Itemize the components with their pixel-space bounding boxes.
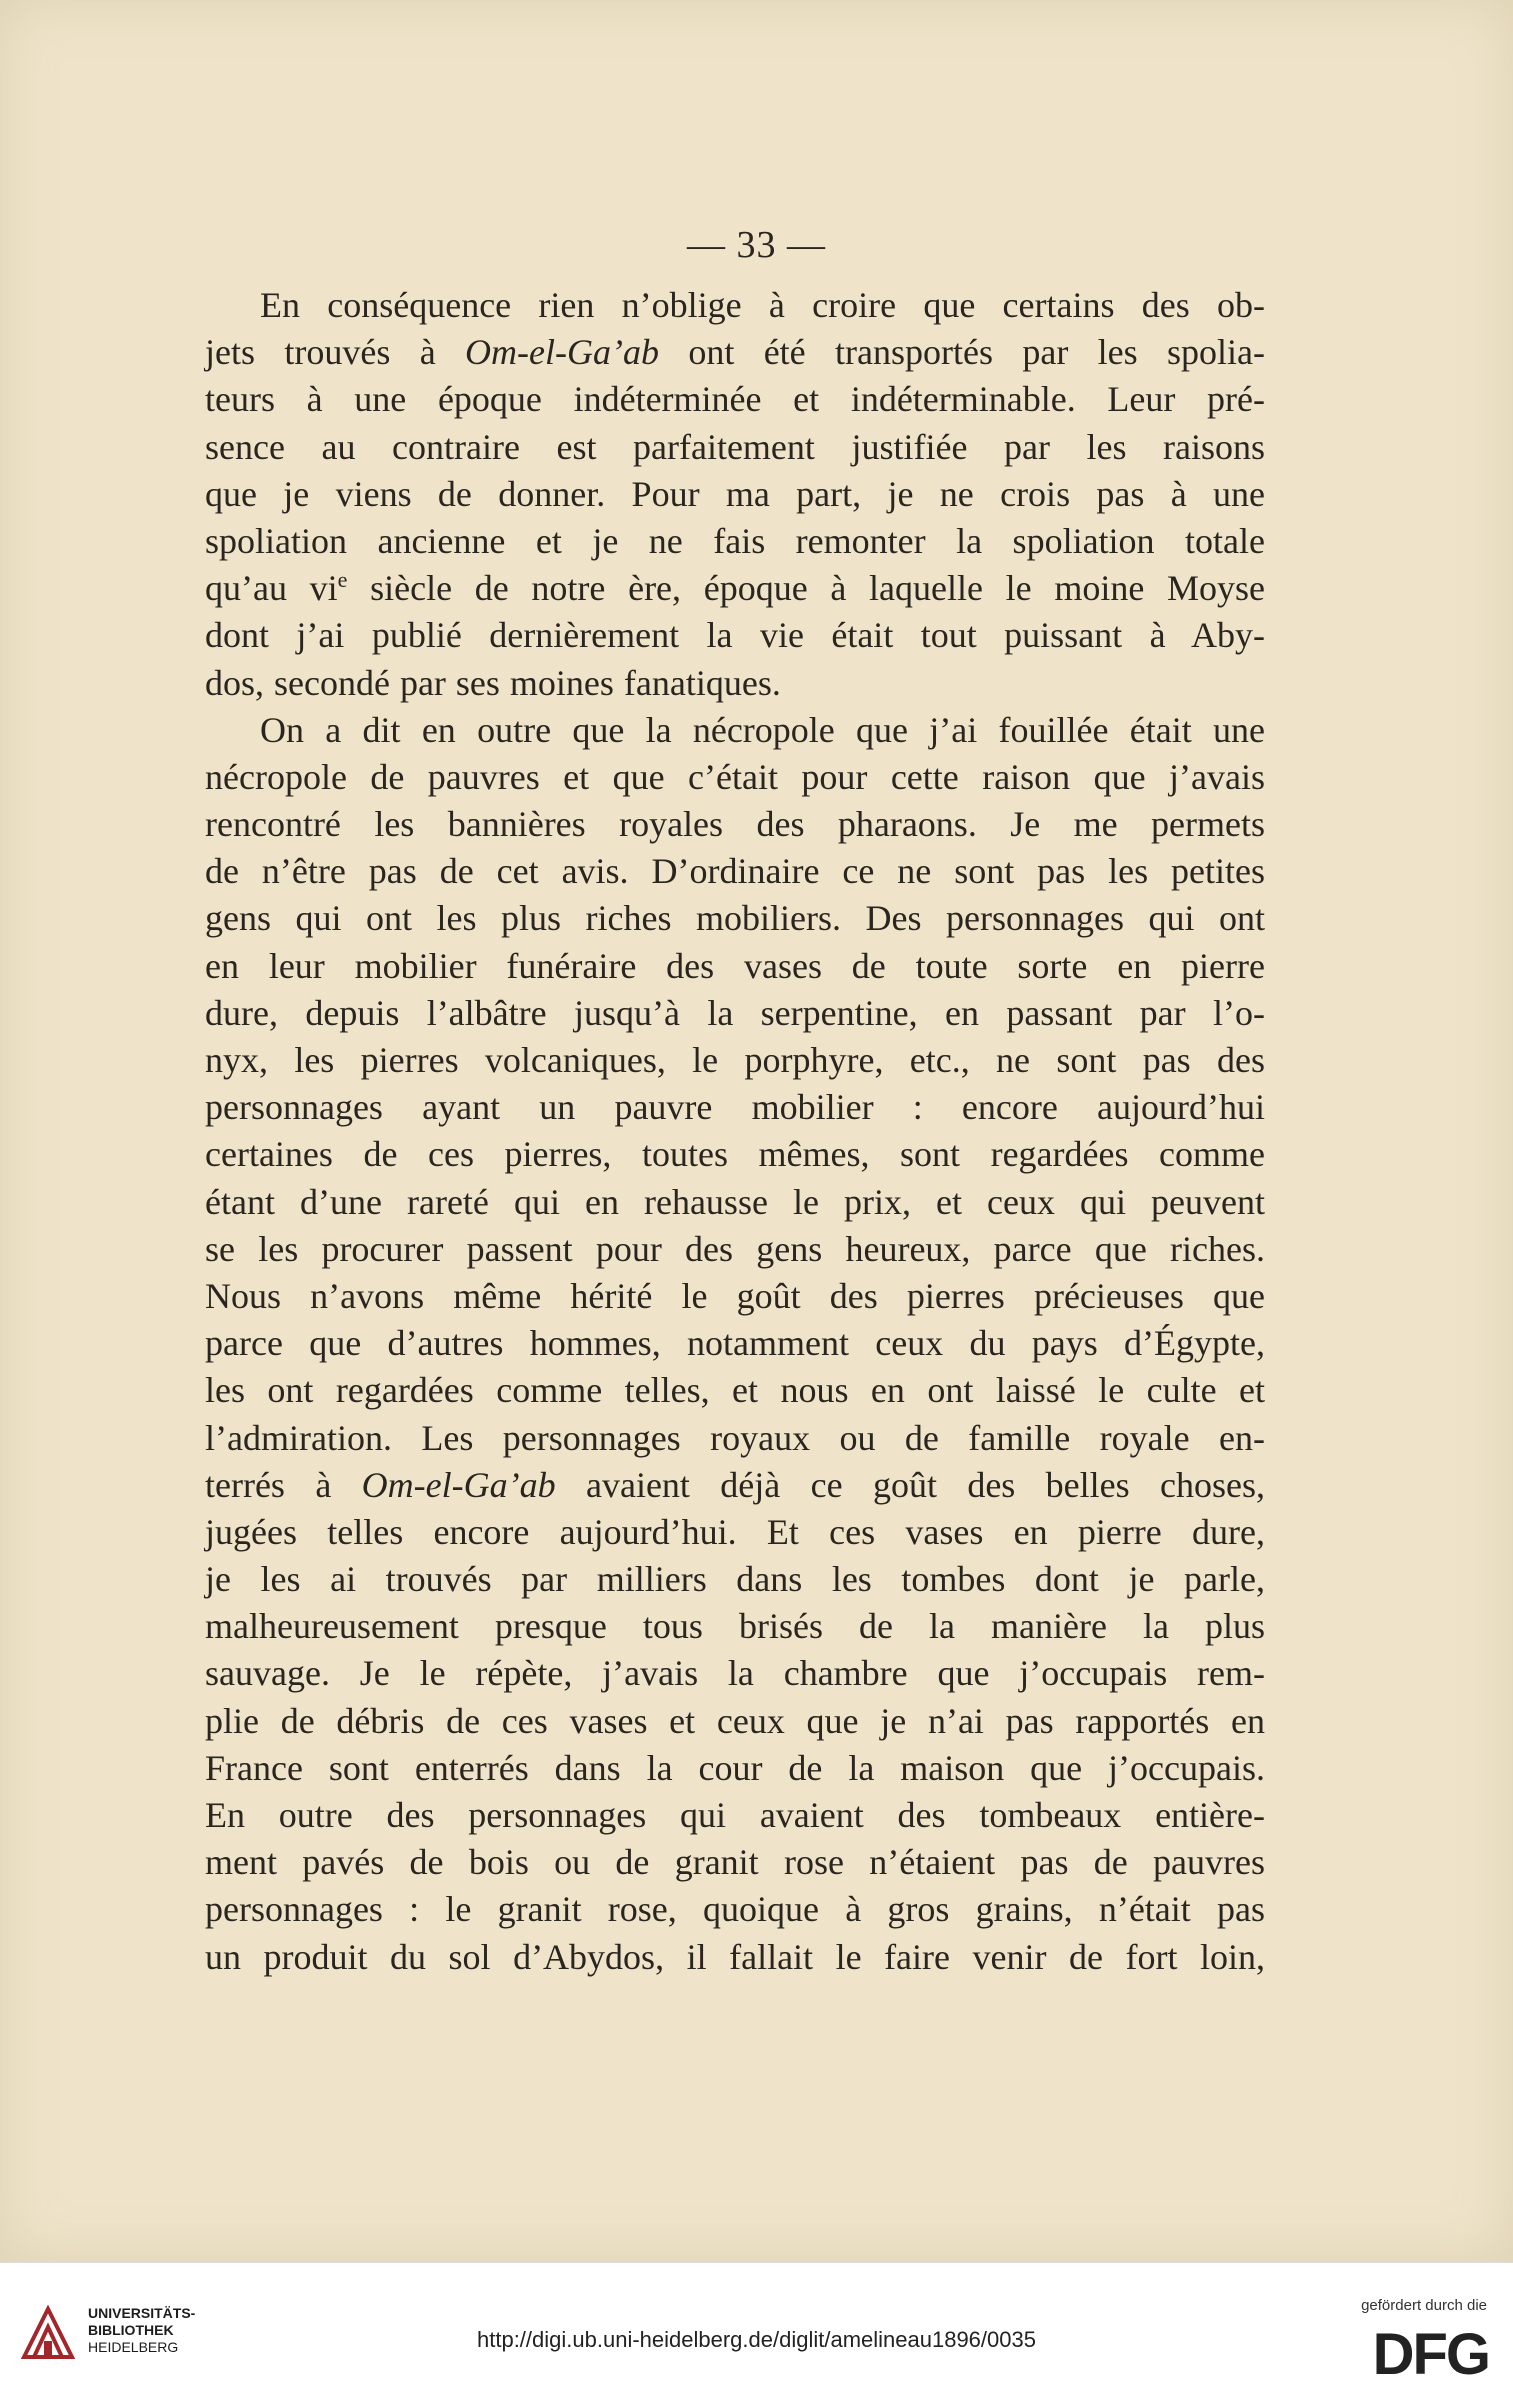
- page-number: — 33 —: [687, 224, 826, 266]
- text-run: qu’au vi: [205, 568, 338, 609]
- text-line: certaines de ces pierres, toutes mêmes, sont regardées comme: [205, 1134, 1265, 1175]
- text-line: [205, 1462, 1265, 1509]
- text-line: parce que d’autres hommes, notamment ceux du pays d’Égypte,: [205, 1323, 1265, 1364]
- text-line: jugées telles encore aujourd’hui. Et ces vases en pierre dure,: [205, 1511, 1265, 1552]
- text-line: rencontré les bannières royales des pharaons. Je me permets: [205, 804, 1265, 845]
- text-run: ont été transportés par les spolia-: [658, 332, 1265, 373]
- text-line: que je viens de donner. Pour ma part, je ne crois pas à une: [205, 473, 1265, 514]
- italic-place-name: Om-el-Ga’ab: [465, 332, 659, 373]
- text-line: dos, secondé par ses moines fanatiques.: [205, 662, 781, 703]
- text-run: avaient déjà ce goût des belles choses,: [555, 1464, 1265, 1505]
- text-line: malheureusement presque tous brisés de la manière la plus: [205, 1606, 1265, 1647]
- text-line: l’admiration. Les personnages royaux ou de famille royale en-: [205, 1417, 1265, 1458]
- text-line: Nous n’avons même hérité le goût des pierres précieuses que: [205, 1275, 1265, 1316]
- text-line: personnages ayant un pauvre mobilier : encore aujourd’hui: [205, 1087, 1265, 1128]
- text-line: nyx, les pierres volcaniques, le porphyre, etc., ne sont pas des: [205, 1040, 1265, 1080]
- text-line: nécropole de pauvres et que c’était pour cette raison que j’avais: [205, 756, 1265, 797]
- text-line: dure, depuis l’albâtre jusqu’à la serpentine, en passant par l’o-: [205, 992, 1265, 1033]
- text-line: dont j’ai publié dernièrement la vie était tout puissant à Aby-: [205, 615, 1265, 656]
- text-line: spoliation ancienne et je ne fais remonter la spoliation totale: [205, 520, 1265, 561]
- library-name-line: BIBLIOTHEK: [88, 2322, 174, 2338]
- text-run: jets trouvés à: [205, 332, 466, 373]
- text-line: teurs à une époque indéterminée et indéterminable. Leur pré-: [205, 379, 1265, 420]
- text-line: gens qui ont les plus riches mobiliers. Des personnages qui ont: [205, 898, 1265, 939]
- text-line: un produit du sol d’Abydos, il fallait le faire venir de fort loin,: [205, 1936, 1265, 1977]
- text-line: [205, 329, 1265, 376]
- text-line: plie de débris de ces vases et ceux que je n’ai pas rapportés en: [205, 1700, 1265, 1741]
- text-line: sauvage. Je le répète, j’avais la chambre que j’occupais rem-: [205, 1653, 1265, 1694]
- library-name-line: UNIVERSITÄTS-: [88, 2305, 196, 2321]
- text-line: [205, 565, 1265, 612]
- funding-caption: gefördert durch die: [1361, 2297, 1487, 2314]
- text-line: On a dit en outre que la nécropole que j’ai fouillée était une: [260, 709, 1265, 750]
- text-line: se les procurer passent pour des gens heureux, parce que riches.: [205, 1228, 1265, 1269]
- text-line: ment pavés de bois ou de granit rose n’étaient pas de pauvres: [205, 1842, 1265, 1883]
- footer-bar: [0, 2262, 1513, 2402]
- text-line: étant d’une rareté qui en rehausse le prix, et ceux qui peuvent: [205, 1181, 1265, 1222]
- text-line: de n’être pas de cet avis. D’ordinaire ce ne sont pas les petites: [205, 851, 1265, 892]
- text-run: siècle de notre ère, époque à laquelle le moine Moyse: [347, 568, 1266, 609]
- dfg-logo[interactable]: DFG: [1372, 2322, 1489, 2387]
- italic-place-name: Om-el-Ga’ab: [361, 1464, 556, 1505]
- text-line: France sont enterrés dans la cour de la maison que j’occupais.: [205, 1747, 1265, 1788]
- text-line: En outre des personnages qui avaient des tombeaux entière-: [205, 1795, 1265, 1835]
- text-line: sence au contraire est parfaitement justifiée par les raisons: [205, 426, 1265, 467]
- text-line: personnages : le granit rose, quoique à gros grains, n’était pas: [205, 1889, 1265, 1930]
- text-line: je les ai trouvés par milliers dans les tombes dont je parle,: [205, 1559, 1265, 1600]
- text-line: En conséquence rien n’oblige à croire que certains des ob-: [260, 285, 1265, 325]
- text-run: terrés à: [205, 1464, 362, 1505]
- text-line: les ont regardées comme telles, et nous en ont laissé le culte et: [205, 1370, 1265, 1411]
- superscript: e: [337, 567, 348, 593]
- library-name-line: HEIDELBERG: [88, 2339, 179, 2355]
- source-url-link[interactable]: http://digi.ub.uni-heidelberg.de/diglit/amelineau1896/0035: [477, 2327, 1036, 2352]
- text-line: en leur mobilier funéraire des vases de toute sorte en pierre: [205, 945, 1265, 986]
- body-text: [205, 282, 1265, 1981]
